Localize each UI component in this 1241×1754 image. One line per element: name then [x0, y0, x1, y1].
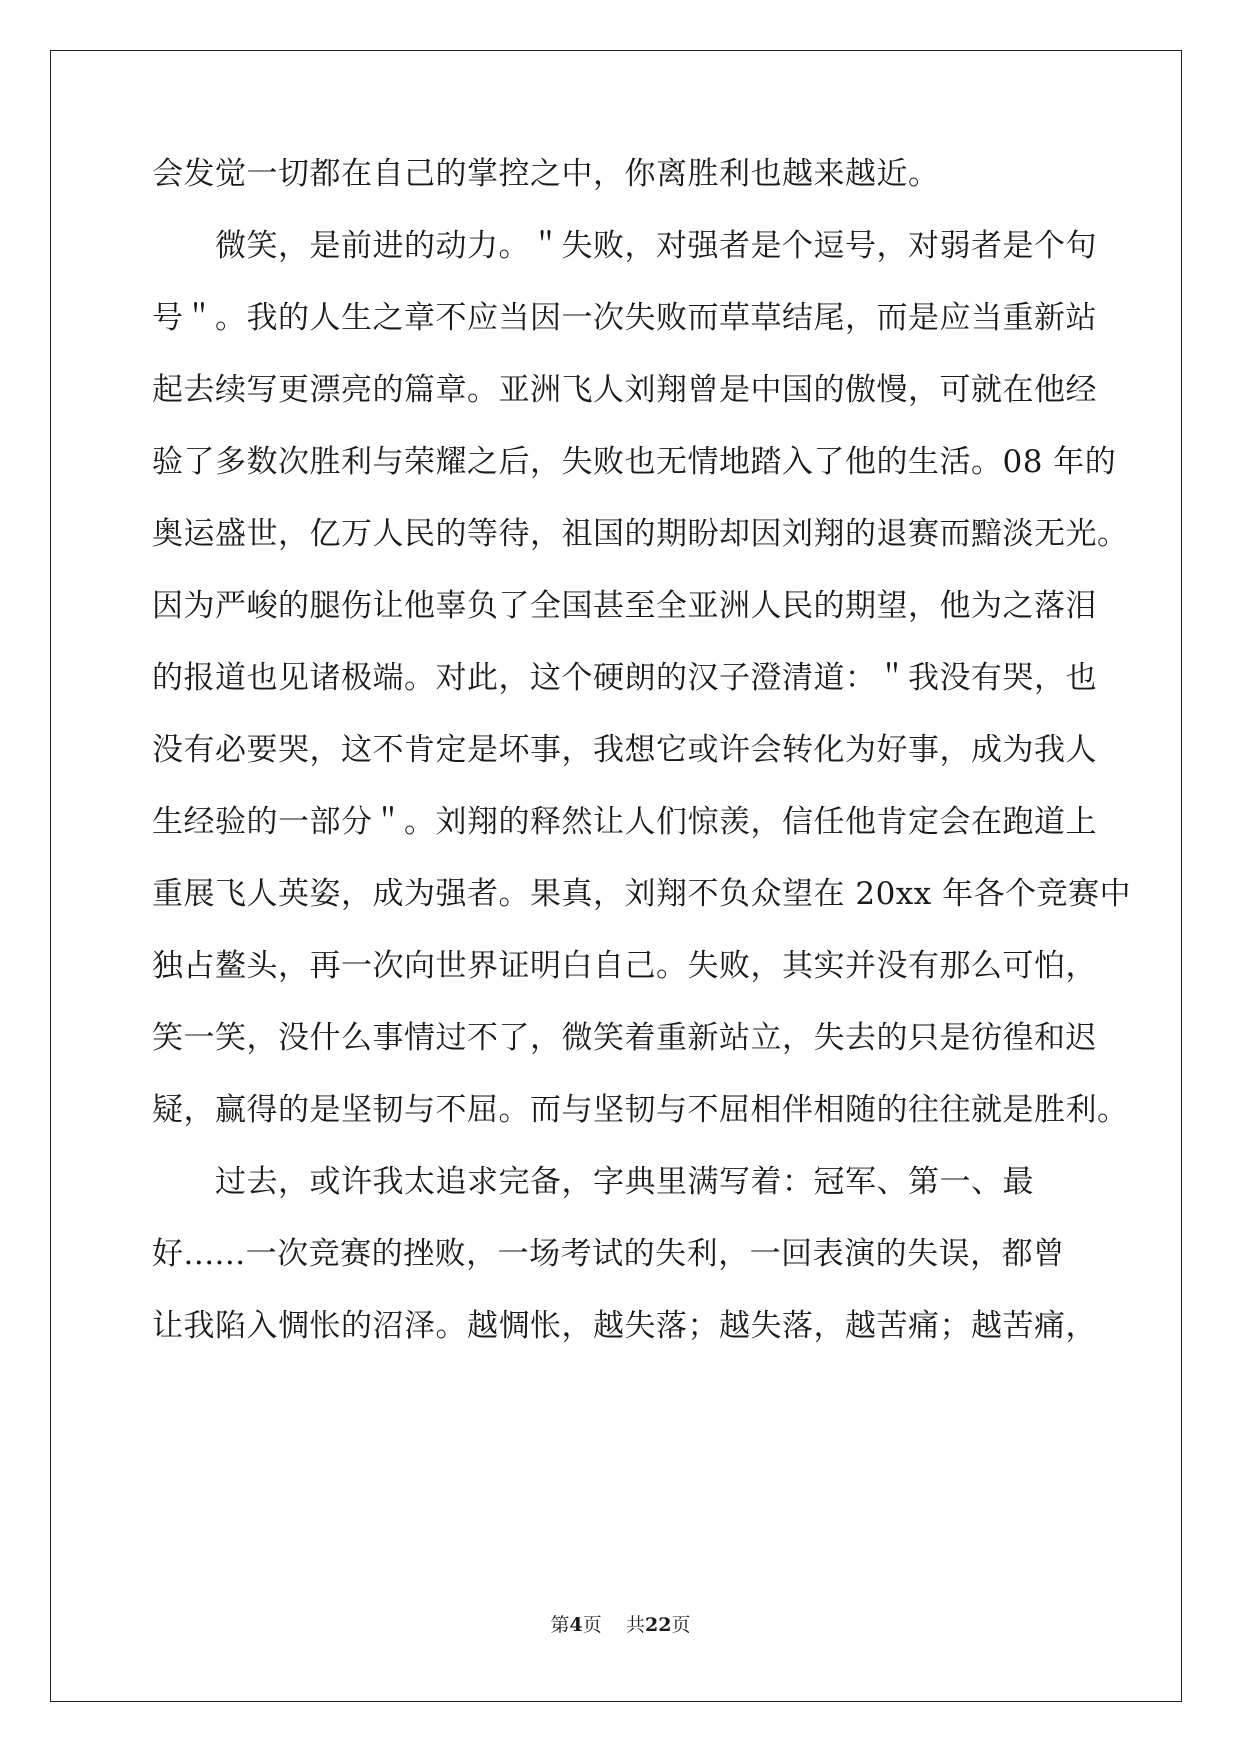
text-line: 会发觉一切都在自己的掌控之中，你离胜利也越来越近。 [152, 156, 940, 192]
total-suffix: 页 [671, 1614, 691, 1636]
text-line: 起去续写更漂亮的篇章。亚洲飞人刘翔曾是中国的傲慢，可就在他经 [152, 372, 1097, 408]
text-line: 笑一笑，没什么事情过不了，微笑着重新站立，失去的只是彷徨和迟 [152, 1020, 1097, 1056]
text-line: 没有必要哭，这不肯定是坏事，我想它或许会转化为好事，成为我人 [152, 732, 1097, 768]
page-suffix: 页 [582, 1614, 602, 1636]
total-prefix: 共 [625, 1614, 645, 1636]
text-line: 的报道也见诸极端。对此，这个硬朗的汉子澄清道：＂我没有哭，也 [152, 660, 1097, 696]
text-line: 生经验的一部分＂。刘翔的释然让人们惊羡，信任他肯定会在跑道上 [152, 804, 1097, 840]
text-line: 让我陷入惆怅的沼泽。越惆怅，越失落；越失落，越苦痛；越苦痛， [152, 1308, 1097, 1344]
text-line: 好......一次竞赛的挫败，一场考试的失利，一回表演的失误，都曾 [152, 1236, 1065, 1272]
text-line: 独占鳌头，再一次向世界证明白自己。失败，其实并没有那么可怕， [152, 948, 1097, 984]
page-number: 4 [569, 1614, 583, 1636]
page-prefix: 第 [550, 1614, 570, 1636]
total-pages: 22 [644, 1614, 672, 1636]
text-line: 奥运盛世，亿万人民的等待，祖国的期盼却因刘翔的退赛而黯淡无光。 [152, 516, 1129, 552]
text-line: 微笑，是前进的动力。＂失败，对强者是个逗号，对弱者是个句 [152, 228, 1097, 264]
text-line: 因为严峻的腿伤让他辜负了全国甚至全亚洲人民的期望，他为之落泪 [152, 588, 1097, 624]
text-line: 重展飞人英姿，成为强者。果真，刘翔不负众望在 20xx 年各个竞赛中 [152, 876, 1132, 912]
text-line: 号＂。我的人生之章不应当因一次失败而草草结尾，而是应当重新站 [152, 300, 1097, 336]
text-line: 验了多数次胜利与荣耀之后，失败也无情地踏入了他的生活。08 年的 [152, 444, 1117, 480]
text-line: 过去，或许我太追求完备，字典里满写着：冠军、第一、最 [152, 1164, 1034, 1200]
text-line: 疑，赢得的是坚韧与不屈。而与坚韧与不屈相伴相随的往往就是胜利。 [152, 1092, 1129, 1128]
page-footer [0, 1613, 1241, 1637]
